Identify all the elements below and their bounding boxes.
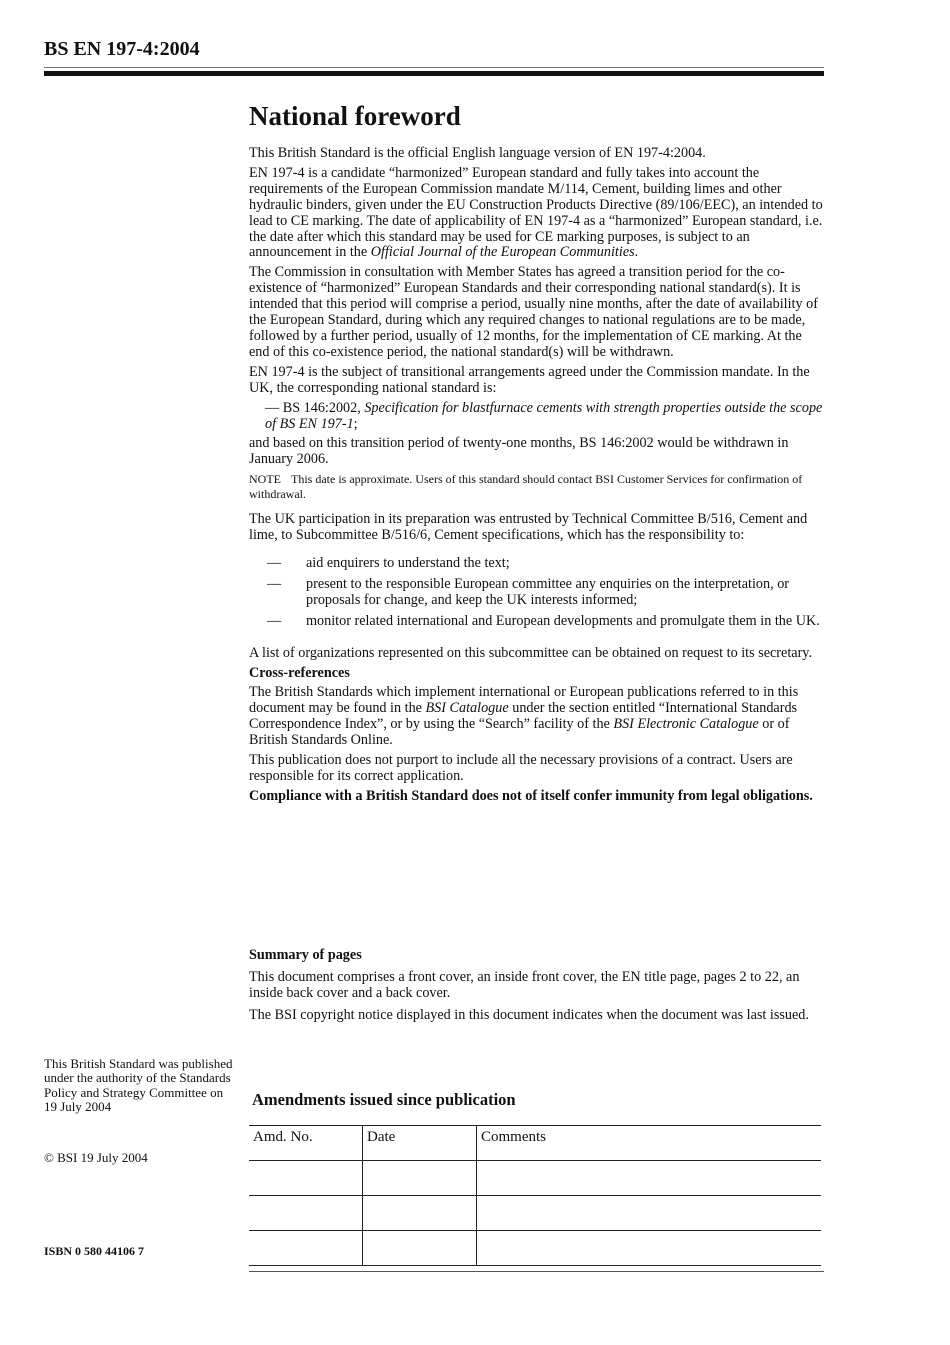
amendments-table [249, 1125, 821, 1266]
foreword-para-5: and based on this transition period of twenty-one months, BS 146:2002 would be withdrawn in January 2006. [249, 435, 789, 468]
summary-text-1: This document comprises a front cover, an inside front cover, the EN title page, pages 2 to 22, an inside back cover and a back cover. [249, 968, 800, 1001]
summary-text-2: The BSI copyright notice displayed in this document indicates when the document was last issued. [249, 1006, 809, 1023]
foreword-para-1: This British Standard is the official English language version of EN 197-4:2004. [249, 145, 706, 161]
foreword-para-7: A list of organizations represented on this subcommittee can be obtained on request to its secretary. [249, 644, 813, 661]
list-item: — monitor related international and European developments and promulgate them in the UK. [267, 612, 820, 629]
footer-rule [249, 1271, 824, 1272]
cross-references-text: The British Standards which implement international or European publications referred to in this document may be found in the BSI Catalogue under the section entitled “International Standards Correspondence Index”, or by using the “Search” facility of the BSI Electronic Catalogue or of British Standards Online. [249, 684, 799, 749]
foreword-para-3: The Commission in consultation with Member States has agreed a transition period for the co-existence of “harmonized” European Standards and their corresponding national standard(s). It is intended that this period will comprise a period, usually nine months, after the date of availability of the European Standard, during which any required changes to national regulations are to be made, followed by a further period, usually of 12 months, for the implementation of CE marking. At the end of this co-existence period, the national standard(s) will be withdrawn. [249, 264, 818, 360]
column-header: Date [363, 1126, 477, 1161]
foreword-para-8: This publication does not purport to include all the necessary provisions of a contract. Users are responsible for its correct application. [249, 752, 793, 784]
cross-references-heading: Cross-references [249, 664, 350, 681]
header-rule-thick [44, 71, 824, 76]
summary-heading: Summary of pages [249, 947, 362, 963]
header-rule-thin [44, 67, 824, 68]
table-header-row [249, 1126, 821, 1161]
national-standard-reference: — BS 146:2002, Specification for blastfurnace cements with strength properties outside the scope of BS EN 197-1; [265, 399, 823, 432]
table-row [249, 1196, 821, 1231]
foreword-para-4: EN 197-4 is the subject of transitional arrangements agreed under the Commission mandate. In the UK, the corresponding national standard is: [249, 363, 810, 396]
copyright-notice: © BSI 19 July 2004 [44, 1150, 148, 1165]
note-text: This date is approximate. Users of this standard should contact BSI Customer Services for confirmation of withdrawal. [249, 472, 803, 502]
note-label: NOTE [249, 472, 281, 487]
column-header: Comments [477, 1126, 822, 1161]
list-item: — aid enquirers to understand the text; [267, 555, 510, 572]
standard-code: BS EN 197-4:2004 [44, 38, 200, 60]
compliance-statement: Compliance with a British Standard does not of itself confer immunity from legal obligations. [249, 787, 813, 804]
summary-section [249, 948, 824, 1030]
responsibility-list [249, 556, 824, 630]
withdrawal-note [249, 472, 824, 502]
publication-note: This British Standard was published under the authority of the Standards Policy and Strategy Committee on 19 July 2004 [44, 1056, 233, 1114]
table-row [249, 1161, 821, 1196]
amendments-title: Amendments issued since publication [252, 1090, 516, 1109]
table-row [249, 1231, 821, 1266]
list-item: — present to the responsible European committee any enquiries on the interpretation, or proposals for change, and keep the UK interests informed; [267, 575, 790, 608]
foreword-para-6: The UK participation in its preparation was entrusted by Technical Committee B/516, Cement and lime, to Subcommittee B/516/6, Cement specifications, which has the responsibility to: [249, 511, 808, 544]
page-title: National foreword [249, 101, 461, 131]
isbn: ISBN 0 580 44106 7 [44, 1244, 145, 1258]
column-header: Amd. No. [249, 1126, 363, 1161]
foreword-section [249, 98, 824, 809]
foreword-para-2: EN 197-4 is a candidate “harmonized” European standard and fully takes into account the requirements of the European Commission mandate M/114, Cement, building limes and other hydraulic binders, given under the EU Construction Products Directive (89/106/EEC), an intended to lead to CE marking. The date of applicability of EN 197-4 as a “harmonized” European standard, i.e. the date after which this standard may be used for CE marking purposes, is subject to an announcement in the Official Journal of the European Communities. [249, 164, 823, 261]
